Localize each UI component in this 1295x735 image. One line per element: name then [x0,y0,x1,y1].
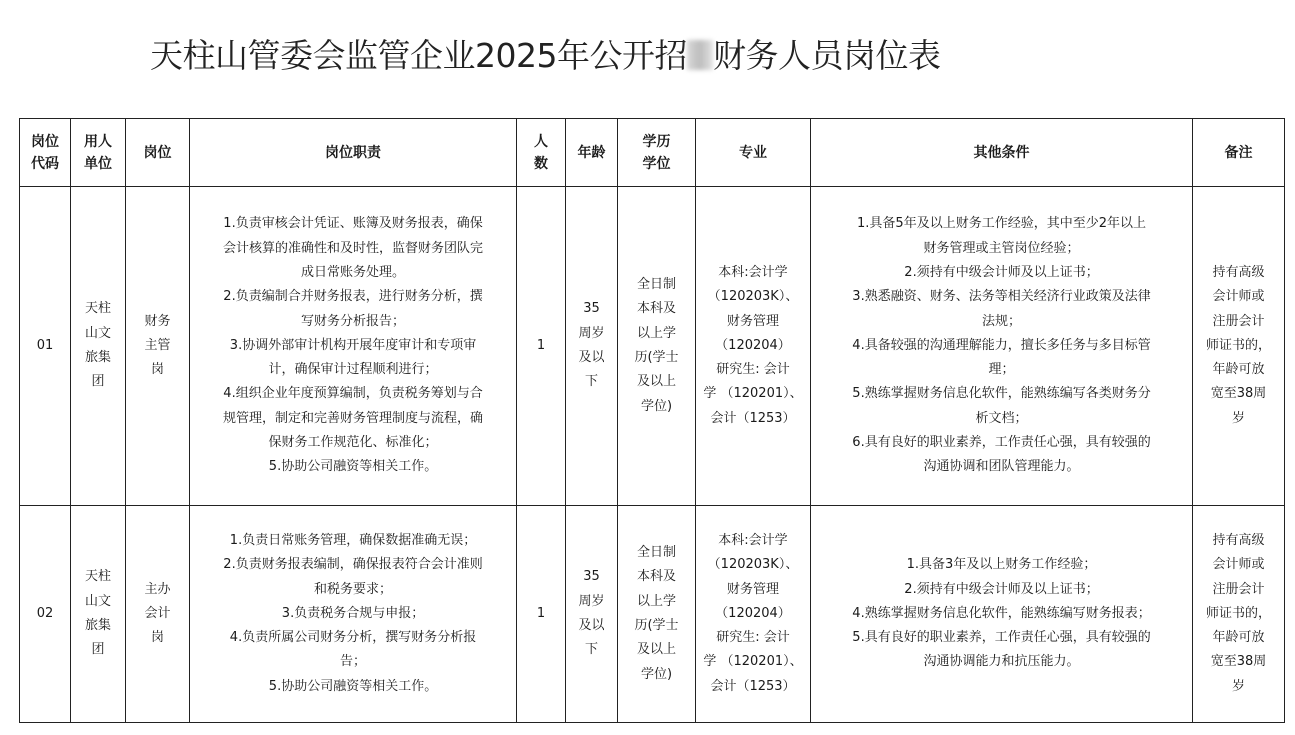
cell-line: 主办 [144,581,171,597]
cell-line: 会计（1253） [710,678,796,694]
cell-line: 财务管理或主管岗位经验； [923,240,1080,256]
cell-line: 会计（1253） [710,410,796,426]
cell-note [1193,187,1285,506]
page-title [150,30,940,77]
header-note: 备注 [1193,119,1285,187]
cell-other [811,187,1193,506]
cell-line: 沟通协调和团队管理能力。 [923,459,1080,475]
cell-other [811,506,1193,723]
cell-line: 1.具备3年及以上财务工作经验； [906,557,1097,573]
cell-line: 师证书的， [1205,605,1271,621]
cell-line: 宽至38周 [1210,654,1267,670]
positions-table [19,118,1285,723]
cell-line: 周岁 [578,593,605,609]
cell-line: （120204） [715,605,791,621]
cell-line: 3.协调外部审计机构开展年度审计和专项审 [229,337,477,353]
cell-line: 本科:会计学 [718,532,788,548]
cell-line: 1.具备5年及以上财务工作经验，其中至少2年以上 [857,216,1146,232]
cell-line: 写财务分析报告； [300,313,405,329]
cell-note [1193,506,1285,723]
cell-line: 天柱 [84,301,111,317]
cell-line: 6.具有良好的职业素养，工作责任心强，具有较强的 [852,435,1151,451]
cell-line: 及以上 [636,642,676,658]
cell-line: 析文档； [975,410,1028,426]
cell-line: 4.熟练掌握财务信息化软件，能熟练编写财务报表； [852,605,1151,621]
header-count: 人数 [517,119,566,187]
header-major: 专业 [696,119,811,187]
cell-line: 5.协助公司融资等相关工作。 [268,459,438,475]
cell-line: 4.负责所属公司财务分析，撰写财务分析报 [229,630,477,646]
redacted-character [687,40,713,70]
cell-duty [190,506,517,723]
cell-line: 年龄可放 [1212,362,1265,378]
cell-line: 持有高级 [1212,532,1265,548]
title-left: 天柱山管委会监管企业2025年公开招 [150,36,687,75]
cell-line: 周岁 [578,325,605,341]
cell-age [566,506,618,723]
cell-line: 研究生: 会计 [716,362,790,378]
cell-line: 和税务要求； [313,581,392,597]
cell-edu [618,187,696,506]
cell-line: 旅集 [84,618,111,633]
cell-line: （120203K）、 [707,289,799,305]
cell-line: 学 （120201）、 [703,654,803,670]
table-row [20,187,1285,506]
cell-line: 会计师或 [1212,289,1265,305]
cell-line: 以上学 [636,593,676,609]
cell-line: 会计核算的准确性和及时性，监督财务团队完 [222,240,483,256]
cell-line: 及以 [578,618,605,633]
cell-line: 下 [584,374,598,390]
cell-line: 35 [583,301,600,317]
cell-post [126,506,190,723]
cell-code: 01 [20,187,71,506]
header-age: 年龄 [566,119,618,187]
cell-major [696,187,811,506]
cell-count: 1 [517,506,566,723]
cell-line: 天柱 [84,569,111,585]
cell-edu [618,506,696,723]
cell-line: 3.熟悉融资、财务、法务等相关经济行业政策及法律 [852,289,1151,305]
header-code: 岗位代码 [20,119,71,187]
cell-line: 以上学 [636,325,676,341]
cell-line: 及以上 [636,374,676,390]
cell-line: 山文 [84,593,111,609]
cell-line: 35 [583,569,600,585]
cell-line: 学 （120201）、 [703,386,803,402]
cell-line: 岁 [1231,410,1245,426]
cell-age [566,187,618,506]
header-row [20,119,1285,187]
cell-line: 法规； [981,313,1021,329]
header-other: 其他条件 [811,119,1193,187]
cell-line: 2.负责财务报表编制，确保报表符合会计准则 [223,557,483,573]
cell-line: 旅集 [84,350,111,365]
cell-line: （120203K）、 [707,557,799,573]
cell-post [126,187,190,506]
cell-line: 注册会计 [1212,313,1265,329]
cell-line: 团 [91,374,105,390]
cell-line: 师证书的， [1205,337,1271,353]
cell-code: 02 [20,506,71,723]
cell-line: 注册会计 [1212,581,1265,597]
title-right: 财务人员岗位表 [712,36,941,75]
cell-duty [190,187,517,506]
cell-line: 本科及 [636,569,676,585]
cell-line: 主管 [144,337,171,353]
cell-unit [71,506,126,723]
cell-line: 2.须持有中级会计师及以上证书； [904,581,1099,597]
table-row [20,506,1285,723]
cell-line: 年龄可放 [1212,630,1265,646]
cell-line: 3.负责税务合规与申报； [281,605,425,621]
cell-line: 研究生: 会计 [716,630,790,646]
cell-line: 本科:会计学 [718,264,788,280]
header-post: 岗位 [126,119,190,187]
cell-line: 宽至38周 [1210,386,1267,402]
cell-line: 4.组织企业年度预算编制，负责税务筹划与合 [223,386,483,402]
cell-line: 2.须持有中级会计师及以上证书； [904,264,1099,280]
cell-line: （120204） [715,337,791,353]
cell-major [696,506,811,723]
cell-line: 及以 [578,350,605,365]
cell-line: 沟通协调能力和抗压能力。 [923,654,1080,670]
header-edu: 学历学位 [618,119,696,187]
cell-line: 历(学士 [634,618,679,633]
cell-line: 2.负责编制合并财务报表，进行财务分析，撰 [223,289,483,305]
cell-unit [71,187,126,506]
cell-line: 会计 [144,605,171,621]
cell-line: 山文 [84,325,111,341]
cell-line: 岗 [150,630,164,646]
cell-line: 5.具有良好的职业素养，工作责任心强，具有较强的 [852,630,1151,646]
cell-line: 1.负责审核会计凭证、账簿及财务报表，确保 [223,216,483,232]
cell-line: 理； [988,362,1015,378]
header-unit: 用人单位 [71,119,126,187]
cell-line: 规管理，制定和完善财务管理制度与流程，确 [222,410,483,426]
cell-line: 保财务工作规范化、标准化； [268,435,438,451]
cell-line: 历(学士 [634,350,679,365]
cell-line: 财务管理 [726,313,779,329]
cell-count: 1 [517,187,566,506]
cell-line: 全日制 [636,277,676,293]
cell-line: 1.负责日常账务管理，确保数据准确无误； [229,532,477,548]
cell-line: 持有高级 [1212,264,1265,280]
cell-line: 4.具备较强的沟通理解能力，擅长多任务与多目标管 [852,337,1151,353]
cell-line: 成日常账务处理。 [300,264,405,280]
cell-line: 全日制 [636,545,676,561]
cell-line: 学位) [640,398,673,414]
cell-line: 团 [91,642,105,658]
cell-line: 财务 [144,313,171,329]
cell-line: 5.熟练掌握财务信息化软件，能熟练编写各类财务分 [852,386,1151,402]
cell-line: 财务管理 [726,581,779,597]
cell-line: 本科及 [636,301,676,317]
cell-line: 会计师或 [1212,557,1265,573]
cell-line: 5.协助公司融资等相关工作。 [268,678,438,694]
cell-line: 下 [584,642,598,658]
cell-line: 岁 [1231,678,1245,694]
cell-line: 岗 [150,362,164,378]
cell-line: 告； [339,654,366,670]
cell-line: 计，确保审计过程顺利进行； [268,362,438,378]
header-duty: 岗位职责 [190,119,517,187]
cell-line: 学位) [640,666,673,682]
